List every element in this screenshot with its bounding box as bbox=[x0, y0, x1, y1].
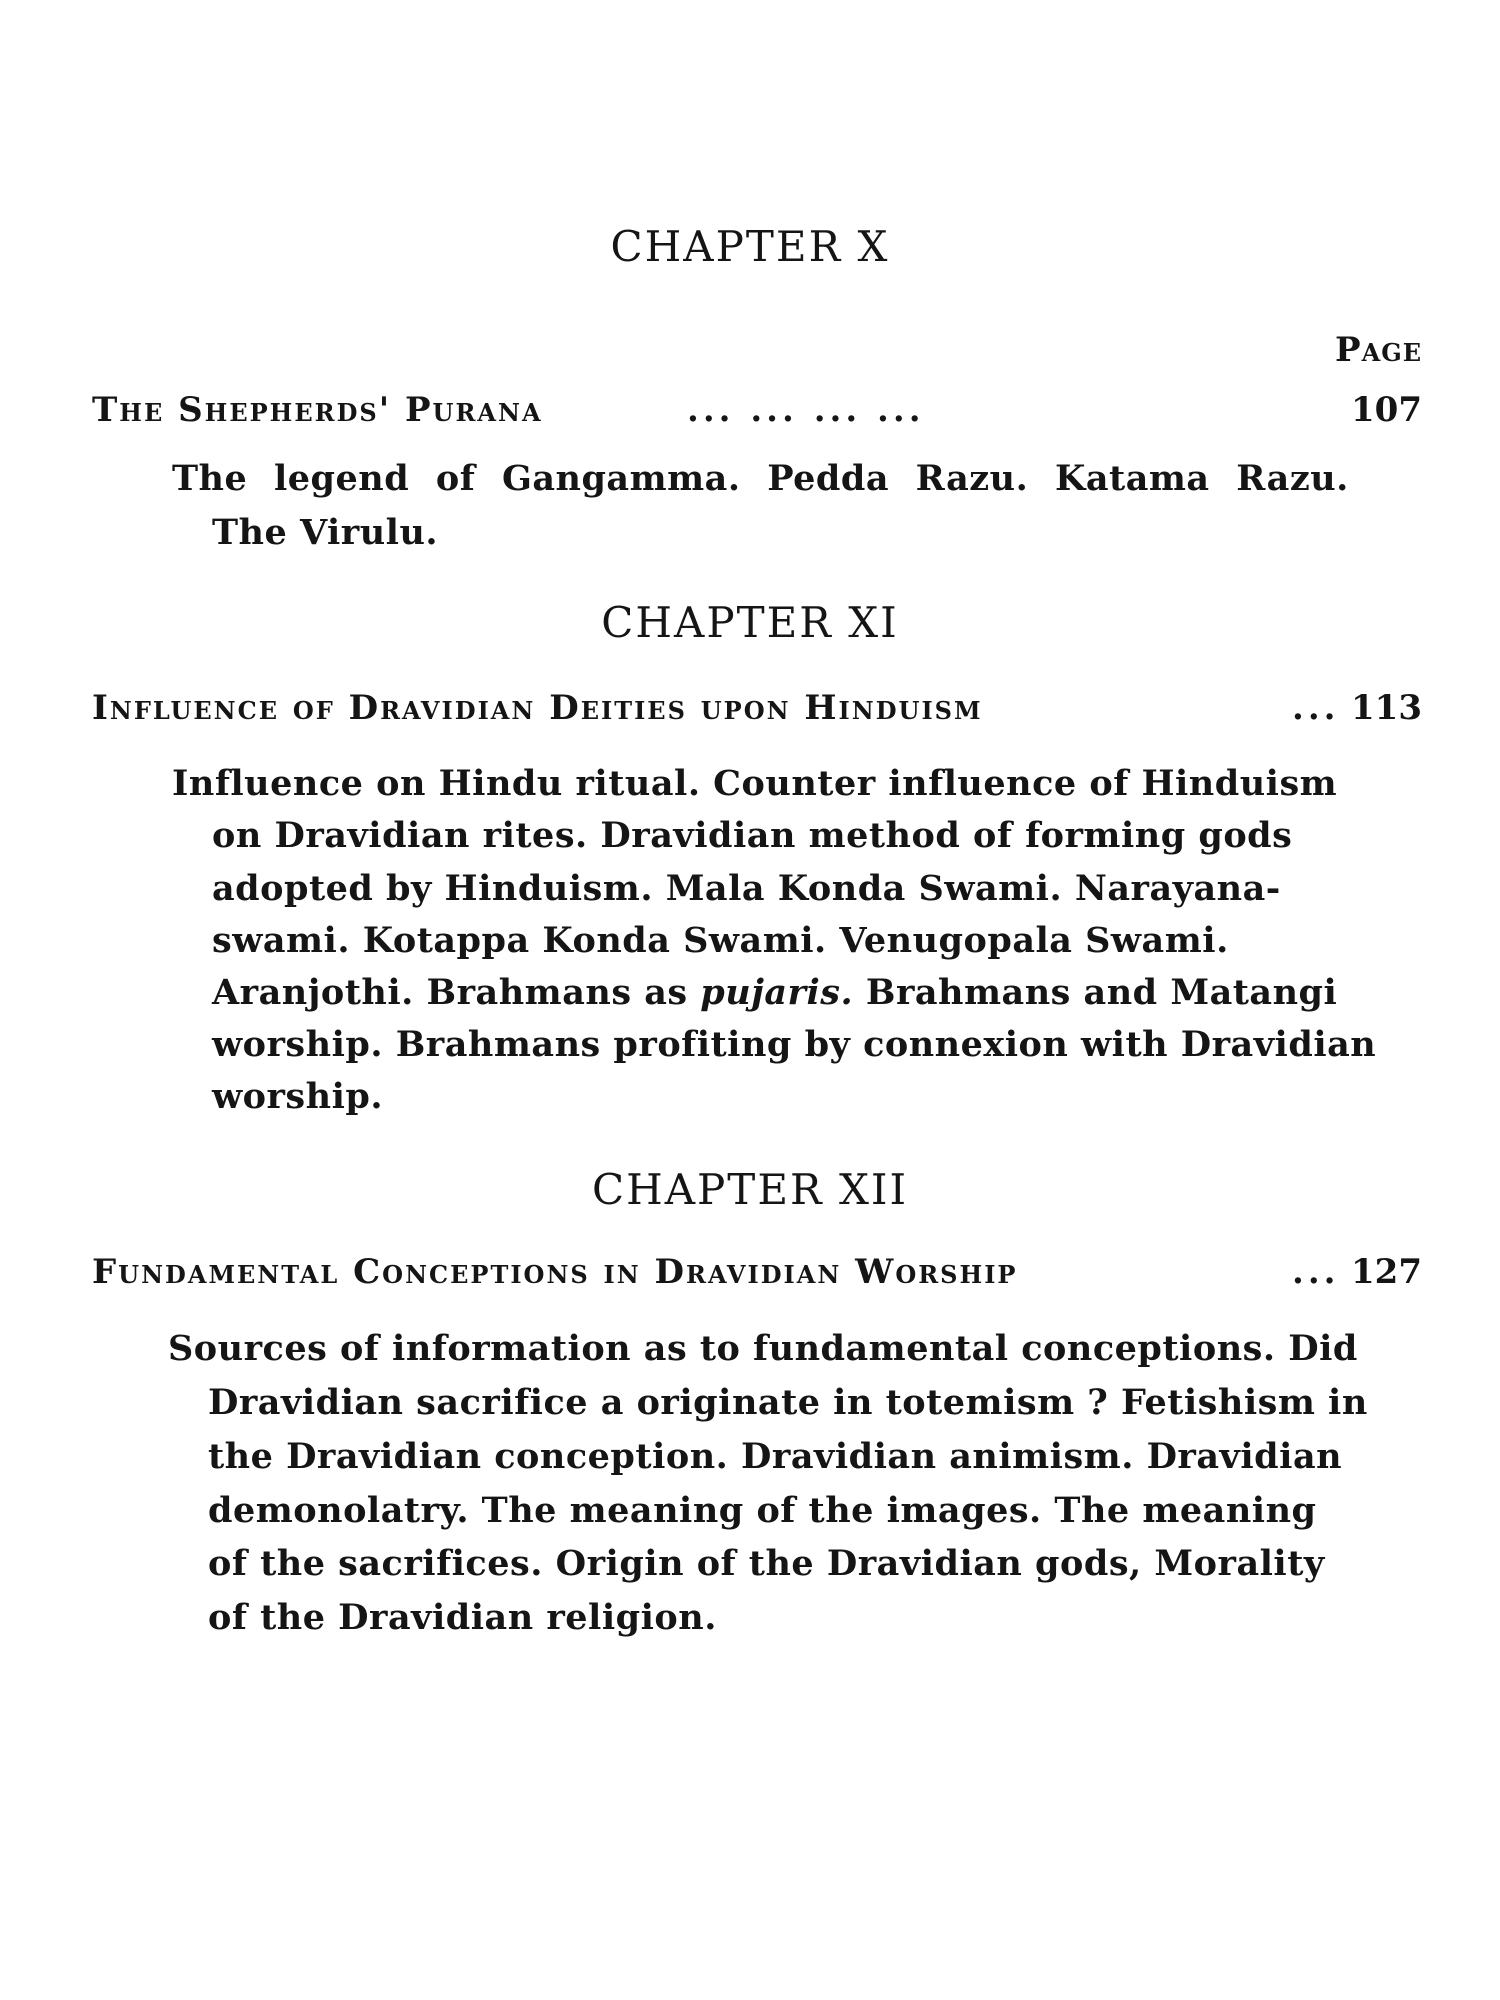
entry-title: Influence of Dravidian Deities upon Hinduism bbox=[92, 688, 983, 728]
summary-line: worship. Brahmans profiting by connexion with Dravidian bbox=[212, 1024, 1377, 1065]
toc-entry bbox=[92, 390, 1422, 440]
chapter-heading: CHAPTER XII bbox=[591, 1165, 909, 1214]
entry-title: Fundamental Conceptions in Dravidian Worship bbox=[92, 1252, 1018, 1292]
summary-line: Dravidian sacrifice a originate in totemism ? Fetishism in bbox=[208, 1382, 1368, 1423]
dot-leader: ... ... ... ... bbox=[687, 390, 925, 430]
summary-line: worship. bbox=[212, 1076, 384, 1117]
summary-line bbox=[212, 972, 1337, 1013]
summary-text: Aranjothi. Brahmans as bbox=[212, 972, 688, 1013]
summary-line: on Dravidian rites. Dravidian method of forming gods bbox=[212, 815, 1293, 856]
entry-page-number: 127 bbox=[1351, 1252, 1422, 1292]
summary-italic-term: pujaris. bbox=[700, 972, 854, 1013]
summary-line: Sources of information as to fundamental conceptions. Did bbox=[168, 1328, 1358, 1369]
summary-line: swami. Kotappa Konda Swami. Venugopala Swami. bbox=[212, 920, 1229, 961]
summary-text: Brahmans and Matangi bbox=[865, 972, 1338, 1013]
summary-line: demonolatry. The meaning of the images. The meaning bbox=[208, 1490, 1317, 1531]
dot-leader: ... bbox=[1292, 688, 1340, 728]
summary-line: Influence on Hindu ritual. Counter influence of Hinduism bbox=[172, 763, 1338, 804]
page-column-label: Page bbox=[1335, 330, 1422, 370]
entry-title: The Shepherds' Purana bbox=[92, 390, 543, 430]
chapter-heading: CHAPTER XI bbox=[601, 598, 899, 647]
toc-entry bbox=[92, 1252, 1422, 1302]
summary-line: The legend of Gangamma. Pedda Razu. Katama Razu. bbox=[172, 458, 1349, 499]
entry-page-number: 113 bbox=[1351, 688, 1422, 728]
entry-page-number: 107 bbox=[1351, 390, 1422, 430]
toc-entry bbox=[92, 688, 1422, 738]
summary-line: of the sacrifices. Origin of the Dravidian gods, Morality bbox=[208, 1543, 1325, 1584]
summary-line: The Virulu. bbox=[212, 512, 439, 553]
summary-line: the Dravidian conception. Dravidian animism. Dravidian bbox=[208, 1436, 1343, 1477]
summary-line: of the Dravidian religion. bbox=[208, 1597, 717, 1638]
chapter-heading: CHAPTER X bbox=[610, 222, 890, 271]
dot-leader: ... bbox=[1292, 1252, 1340, 1292]
summary-line: adopted by Hinduism. Mala Konda Swami. Narayana- bbox=[212, 868, 1281, 909]
